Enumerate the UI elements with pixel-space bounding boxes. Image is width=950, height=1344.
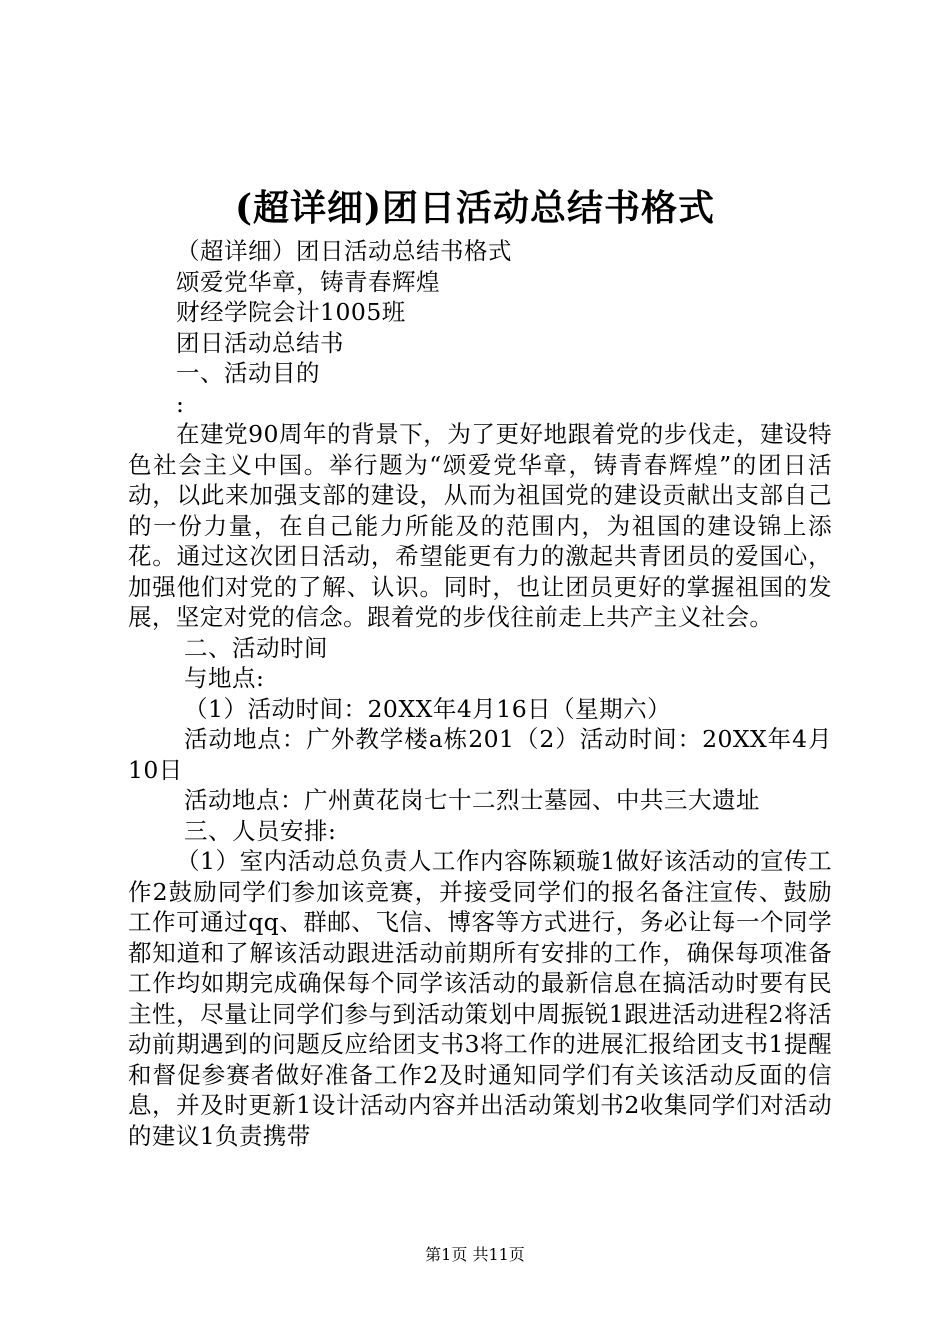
section-subheading-location: 与地点:: [184, 664, 265, 692]
section-heading-purpose: 一、活动目的: [176, 359, 320, 387]
doc-type-line: 团日活动总结书: [176, 328, 344, 357]
theme-line: 颂爱党华章，铸青春辉煌: [176, 267, 440, 296]
purpose-paragraph: 在建党90周年的背景下，为了更好地跟着党的步伐走，建设特色社会主义中国。举行题为“颂爱党华章，铸青春辉煌”的团日活动，以此来加强支部的建设，从而为祖国党的建设贡献出支部自己的一份力量，在自己能力所能及的范围内，为祖国的建设锦上添花。通过这次团日活动，希望能更有力的激起共青团员的爱国心，加强他们对党的了解、认识。同时，也让团员更好的掌握祖国的发展，坚定对党的信念。跟着党的步伐往前走上共产主义社会。: [128, 420, 832, 631]
activity-location-time-2: 活动地点：广外教学楼a栋201（2）活动时间：20XX年4月10日: [128, 725, 832, 784]
section-heading-time: 二、活动时间: [184, 633, 328, 662]
page-number-footer: 第1页 共11页: [425, 1245, 525, 1264]
class-line: 财经学院会计1005班: [176, 298, 406, 326]
colon-line: :: [176, 389, 185, 418]
document-body: [128, 236, 832, 1151]
subtitle-line: （超详细）团日活动总结书格式: [176, 237, 512, 265]
activity-time-1: （1）活动时间：20XX年4月16日（星期六）: [184, 694, 672, 723]
section-heading-staff: 三、人员安排:: [184, 816, 337, 845]
activity-location-2: 活动地点：广州黄花岗七十二烈士墓园、中共三大遗址: [184, 786, 760, 814]
staff-paragraph: （1）室内活动总负责人工作内容陈颖璇1做好该活动的宣传工作2鼓励同学们参加该竞赛，并接受同学们的报名备注宣传、鼓励工作可通过qq、群邮、飞信、博客等方式进行，务必让每一个同学都知道和了解该活动跟进活动前期所有安排的工作，确保每项准备工作均如期完成确保每个同学该活动的最新信息在搞活动时要有民主性，尽量让同学们参与到活动策划中周振锐1跟进活动进程2将活动前期遇到的问题反应给团支书3将工作的进展汇报给团支书1提醒和督促参赛者做好准备工作2及时通知同学们有关该活动反面的信息，并及时更新1设计活动内容并出活动策划书2收集同学们对活动的建议1负责携带: [128, 847, 832, 1150]
document-title: (超详细)团日活动总结书格式: [234, 187, 716, 229]
